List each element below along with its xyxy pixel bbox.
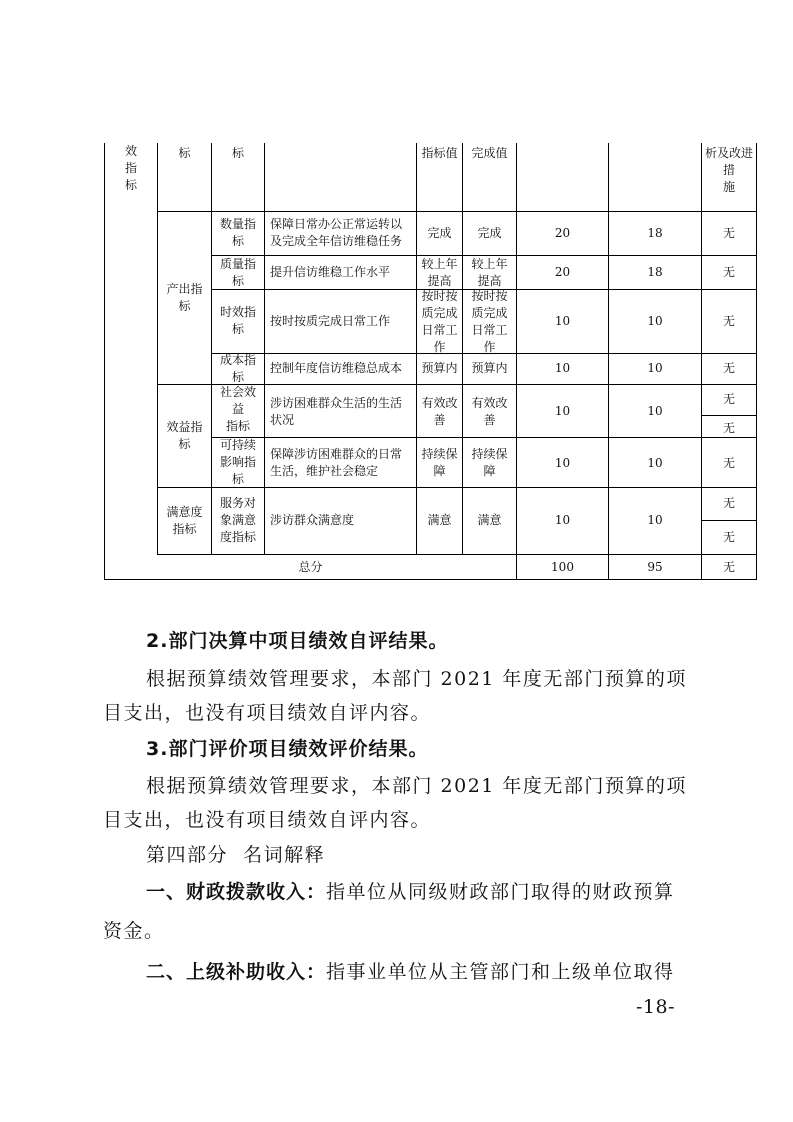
table-rule bbox=[157, 211, 756, 212]
row-remark: 无 bbox=[722, 265, 735, 279]
paragraph-line: 目支出，也没有项目绩效自评内容。 bbox=[103, 809, 432, 831]
paragraph-line: 根据预算绩效管理要求，本部门 2021 年度无部门预算的项 bbox=[146, 775, 687, 797]
row-weight: 10 bbox=[554, 513, 571, 527]
header-cell-analysis: 析及改进措 施 bbox=[704, 146, 753, 194]
header-cell-target: 指标值 bbox=[421, 146, 458, 160]
row-actual: 有效改 善 bbox=[471, 396, 508, 427]
row-remark: 无 bbox=[722, 530, 735, 544]
definition-term: 一、财政拨款收入： bbox=[146, 881, 327, 903]
total-weight: 100 bbox=[551, 560, 574, 574]
group-output: 产出指 标 bbox=[166, 282, 203, 313]
row-score: 10 bbox=[647, 361, 663, 375]
row-actual: 预算内 bbox=[471, 361, 508, 375]
row-sub-indicator: 服务对 象满意 度指标 bbox=[219, 496, 256, 544]
paragraph-line: 目支出，也没有项目绩效自评内容。 bbox=[103, 702, 432, 724]
row-remark: 无 bbox=[722, 361, 735, 375]
header-cell-indicator: 效 指 标 bbox=[124, 144, 137, 192]
section-heading: 2.部门决算中项目绩效自评结果。 bbox=[146, 630, 449, 652]
table-rule bbox=[211, 143, 212, 554]
table-border bbox=[104, 579, 757, 580]
row-remark: 无 bbox=[722, 496, 735, 510]
row-content: 保障涉访困难群众的日常 生活，维护社会稳定 bbox=[270, 447, 403, 478]
row-weight: 10 bbox=[554, 314, 571, 328]
row-score: 18 bbox=[647, 265, 663, 279]
row-target: 预算内 bbox=[421, 361, 458, 375]
row-actual: 按时按 质完成 日常工 作 bbox=[471, 289, 508, 354]
row-sub-indicator: 成本指 标 bbox=[219, 353, 256, 384]
row-content: 涉访困难群众生活的生活 状况 bbox=[270, 396, 403, 427]
header-cell-level3: 标 bbox=[231, 146, 244, 160]
row-content: 保障日常办公正常运转以 及完成全年信访维稳任务 bbox=[270, 217, 403, 248]
row-content: 涉访群众满意度 bbox=[270, 513, 355, 527]
section-heading: 3.部门评价项目绩效评价结果。 bbox=[146, 738, 429, 760]
paragraph-line: 根据预算绩效管理要求，本部门 2021 年度无部门预算的项 bbox=[146, 668, 687, 690]
table-rule bbox=[211, 437, 756, 438]
row-remark: 无 bbox=[722, 226, 735, 240]
row-weight: 10 bbox=[554, 456, 571, 470]
row-content: 提升信访维稳工作水平 bbox=[270, 265, 391, 279]
row-remark: 无 bbox=[722, 421, 735, 435]
row-score: 18 bbox=[647, 226, 663, 240]
row-target: 完成 bbox=[427, 226, 452, 240]
row-sub-indicator: 质量指 标 bbox=[219, 257, 256, 288]
total-remark: 无 bbox=[722, 560, 735, 574]
row-remark: 无 bbox=[722, 456, 735, 470]
table-rule bbox=[701, 520, 756, 521]
row-target: 满意 bbox=[427, 513, 452, 527]
row-sub-indicator: 可持续 影响指 标 bbox=[219, 438, 256, 486]
total-score: 95 bbox=[647, 560, 663, 574]
row-actual: 较上年 提高 bbox=[471, 257, 508, 288]
table-rule bbox=[701, 415, 756, 416]
row-content: 按时按质完成日常工作 bbox=[270, 314, 391, 328]
definition-term: 二、上级补助收入： bbox=[146, 961, 327, 983]
row-weight: 20 bbox=[554, 265, 571, 279]
group-satisfaction: 满意度 指标 bbox=[166, 505, 203, 536]
row-weight: 20 bbox=[554, 226, 571, 240]
row-remark: 无 bbox=[722, 392, 735, 406]
definition-line bbox=[146, 957, 675, 984]
header-cell-actual: 完成值 bbox=[471, 146, 508, 160]
row-score: 10 bbox=[647, 314, 663, 328]
row-score: 10 bbox=[647, 456, 663, 470]
row-actual: 持续保 障 bbox=[471, 447, 508, 478]
row-content: 控制年度信访维稳总成本 bbox=[270, 361, 403, 375]
group-benefit: 效益指 标 bbox=[166, 420, 203, 451]
part-heading: 第四部分 名词解释 bbox=[146, 844, 326, 866]
page-number: -18- bbox=[636, 996, 676, 1018]
row-score: 10 bbox=[647, 404, 663, 418]
definition-line bbox=[146, 877, 675, 904]
row-weight: 10 bbox=[554, 361, 571, 375]
row-weight: 10 bbox=[554, 404, 571, 418]
row-remark: 无 bbox=[722, 314, 735, 328]
total-label: 总分 bbox=[298, 560, 323, 574]
row-score: 10 bbox=[647, 513, 663, 527]
row-target: 有效改 善 bbox=[421, 396, 458, 427]
row-target: 较上年 提高 bbox=[421, 257, 458, 288]
row-actual: 完成 bbox=[477, 226, 502, 240]
row-sub-indicator: 社会效 益 指标 bbox=[219, 385, 256, 433]
paragraph-line: 资金。 bbox=[103, 920, 165, 942]
table-border bbox=[756, 143, 757, 580]
row-sub-indicator: 时效指 标 bbox=[219, 305, 256, 336]
table-rule bbox=[264, 143, 265, 554]
row-sub-indicator: 数量指 标 bbox=[219, 217, 256, 248]
table-border bbox=[104, 143, 105, 580]
table-rule bbox=[157, 554, 756, 555]
row-actual: 满意 bbox=[477, 513, 502, 527]
row-target: 持续保 障 bbox=[421, 447, 458, 478]
header-cell-level2: 标 bbox=[178, 146, 191, 160]
table-rule bbox=[157, 143, 158, 554]
definition-text: 指事业单位从主管部门和上级单位取得 bbox=[326, 961, 675, 983]
definition-text: 指单位从同级财政部门取得的财政预算 bbox=[326, 881, 675, 903]
row-target: 按时按 质完成 日常工 作 bbox=[421, 289, 458, 354]
